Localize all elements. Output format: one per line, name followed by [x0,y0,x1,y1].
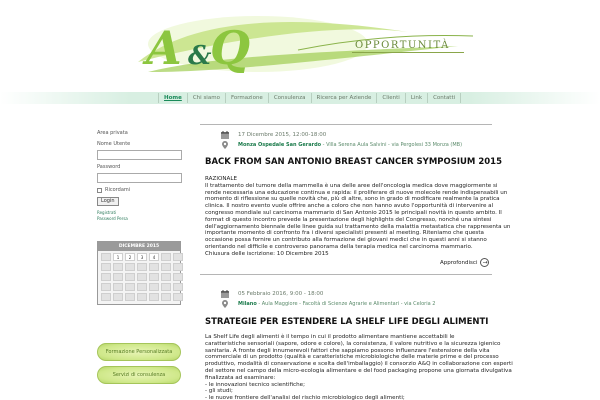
calendar-empty-cell [101,283,111,291]
calendar-empty-cell [125,283,135,291]
username-label: Nome Utente [97,141,131,147]
event-1-line: occasione possa fornire un contributo alla formazione dei giovani medici che in questi anni si stanno [205,237,487,244]
calendar-empty-cell [161,253,171,261]
calendar-empty-cell [101,253,111,261]
calendar-empty-cell [149,263,159,271]
event-2-body [205,334,513,400]
event-1-title[interactable]: BACK FROM SAN ANTONIO BREAST CANCER SYMPOSIUM 2015 [205,157,503,167]
event-2-line: - le innovazioni tecnico scientifiche; [205,381,305,388]
event-2-title[interactable]: STRATEGIE PER ESTENDERE LA SHELF LIFE DEGLI ALIMENTI [205,317,489,327]
event-2-date: 05 Febbraio 2016, 9:00 - 18:00 [238,291,324,297]
tagline-rule [352,52,464,53]
nav-item-home[interactable]: Home [158,93,188,103]
event-2-venue[interactable]: Milano [238,301,257,307]
calendar-empty-cell [161,293,171,301]
main-nav [158,93,461,103]
nav-item-link[interactable]: Link [406,93,428,103]
calendar-grid [98,251,180,304]
calendar-empty-cell [113,273,123,281]
event-1-line: congresso mondiale sul carcinoma mammario di San Antonio 2015 le principali novità in questo ambito. Il [205,209,502,216]
remember-label: Ricordami [105,187,131,193]
event-1-body [205,176,510,258]
private-area-title: Area privata [97,130,128,136]
arrow-right-icon: → [482,259,488,266]
event-1-line: rende necessaria una educazione continua e rapida: il proliferare di nuove molecole rende indispensabili un [205,189,508,196]
password-label: Password [97,164,121,170]
calendar-day[interactable]: 2 [125,253,135,261]
calendar-empty-cell [125,273,135,281]
promo-formazione-button[interactable]: Formazione Personalizzata [97,343,181,361]
calendar-widget [97,241,181,305]
calendar-empty-cell [137,273,147,281]
calendar-empty-cell [101,263,111,271]
event-1-line: RAZIONALE [205,176,238,182]
calendar-empty-cell [161,273,171,281]
event-2-place [238,301,435,307]
logo-letter-q: Q [210,21,251,75]
calendar-empty-cell [161,283,171,291]
calendar-empty-cell [101,273,111,281]
event-1-line: Chiusura delle iscrizione: 10 Dicembre 2015 [205,250,329,257]
event-1-line: Il trattamento del tumore della mammella è una delle aree dell'oncologia medica dove maggiormente si [205,182,498,189]
calendar-empty-cell [113,293,123,301]
event-1-venue[interactable]: Monza Ospedale San Gerardo [238,142,322,148]
event-2-place-detail: - Aula Maggiore - Facoltà di Scienze Agrarie e Alimentari - via Celoria 2 [256,301,436,307]
event-2-line: - gli studi; [205,388,233,395]
logo-ampersand: & [188,41,212,71]
event-2-line: sanitaria. A fronte degli innumerevoli fattori che sappiamo possono influenzare l'estensione della vita [205,347,490,354]
calendar-day[interactable]: 3 [137,253,147,261]
event-divider [200,274,492,275]
nav-item-chi-siamo[interactable]: Chi siamo [188,93,226,103]
remember-row [97,187,185,193]
event-1-line: dell'aggiornamento biennale delle linee guida sul trattamento della malattia metastatica che rappresenta un [205,223,511,230]
calendar-empty-cell [161,263,171,271]
logo-letter-a: A [146,21,182,75]
promo-consulenza-button[interactable]: Servizi di consulenza [97,366,181,384]
calendar-empty-cell [173,263,183,271]
password-input[interactable] [97,173,182,183]
more-link-label: Approfondisci [440,259,478,266]
calendar-day[interactable]: 4 [149,253,159,261]
nav-item-contatti[interactable]: Contatti [428,93,461,103]
calendar-empty-cell [125,293,135,301]
login-button[interactable]: Login [97,197,119,206]
calendar-empty-cell [173,283,183,291]
event-2-line: finalizzata ad esaminare: [205,374,276,381]
event-2-line: del settore nel campo della micro-ecologia alimentare e del food packaging propone una giornata divulgativa [205,367,512,374]
calendar-empty-cell [173,273,183,281]
login-panel [97,130,185,222]
calendar-empty-cell [149,293,159,301]
location-pin-icon [220,299,230,309]
calendar-icon [220,289,230,299]
register-link[interactable]: Registrati [97,210,117,215]
calendar-empty-cell [101,293,111,301]
event-1-place [238,142,462,148]
site-header [0,0,600,92]
username-input[interactable] [97,150,182,160]
event-divider [200,124,492,125]
nav-item-ricerca[interactable]: Ricerca per Aziende [312,93,378,103]
remember-checkbox[interactable] [97,188,102,193]
calendar-month-label: DICEMBRE 2015 [98,242,180,251]
calendar-empty-cell [137,263,147,271]
calendar-empty-cell [137,283,147,291]
event-1-place-detail: - Villa Serena Aula Salvini - via Pergolesi 33 Monza (MB) [321,142,463,148]
event-1-line: clinica. Il nostro evento vuole offrire anche a coloro che non hanno avuto l'opportunità di intervenire al [205,203,494,210]
event-1-more-link[interactable] [440,258,489,267]
logo-tagline: OPPORTUNITÀ [355,40,450,51]
calendar-empty-cell [173,293,183,301]
calendar-empty-cell [113,263,123,271]
event-2-line: produttivo, modalità di conservazione e scelta dell'imballaggio) il consorzio A&Q in collaborazione con esperti [205,361,513,368]
calendar-day[interactable]: 1 [113,253,123,261]
event-1-date: 17 Dicembre 2015, 12:00-18:00 [238,132,327,138]
calendar-icon [220,130,230,140]
calendar-empty-cell [137,293,147,301]
nav-item-consulenza[interactable]: Consulenza [269,93,312,103]
event-1-line: momento di riflessione su quelle novità che, più di altre, sono in grado di modificare realmente la pratica [205,196,500,203]
calendar-empty-cell [125,263,135,271]
event-1-line: format di questo incontro prevede la presentazione degli highlights del Congresso, nonché una sintesi [205,216,492,223]
event-1-line: orientando nel difficile e controverso panorama della terapia medica nel carcinoma mammario. [205,243,473,250]
location-pin-icon [220,140,230,150]
nav-item-formazione[interactable]: Formazione [226,93,269,103]
event-2-line: La Shelf Life degli alimenti è il tempo in cui il prodotto alimentare mantiene accettabili le [205,334,455,340]
nav-item-clienti[interactable]: Clienti [377,93,405,103]
event-2-line: - le nuove frontiere dell'analisi del rischio microbiologico degli alimenti; [205,395,405,400]
event-1-line: importante momento di confronto fra i diversi specialisti presenti al meeting. Riteniamo che questa [205,230,484,237]
calendar-empty-cell [149,283,159,291]
event-2-line: caratteristiche sensoriali (sapore, odore e colore), la consistenza, il valore nutritivo e la sicurezza igienico [205,340,501,347]
calendar-empty-cell [173,253,183,261]
forgot-password-link[interactable]: Password Persa [97,216,128,221]
calendar-empty-cell [113,283,123,291]
calendar-empty-cell [149,273,159,281]
event-2-line: commerciale di un prodotto (qualità e caratteristiche microbiologiche delle materie prime e del processo [205,354,499,361]
